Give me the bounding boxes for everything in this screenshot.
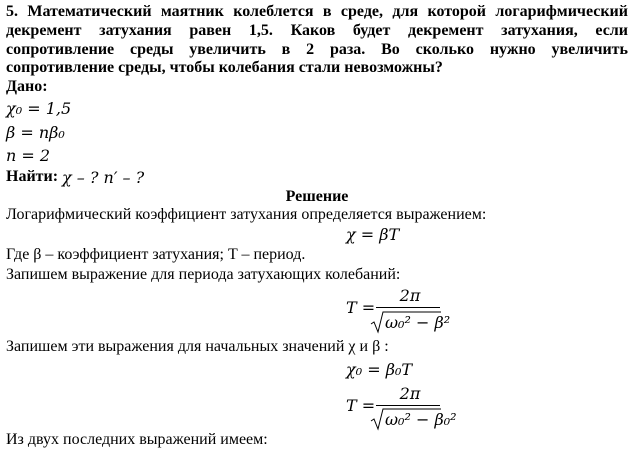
formula-period0-fraction-bar — [376, 405, 440, 406]
solution-paragraph-2: Где β – коэффициент затухания; T – период. — [6, 246, 306, 263]
solution-heading: Решение — [285, 188, 349, 205]
problem-line-2: декремент затухания равен 1,5. Каков будет декремент затухания, если — [6, 22, 628, 39]
solution-paragraph-1: Логарифмический коэффициент затухания определяется выражением: — [6, 206, 487, 223]
formula-period0-numerator: 2π — [399, 384, 421, 403]
problem-line-1: 5. Математический маятник колеблется в среде, для которой логарифмический — [6, 3, 628, 20]
solution-paragraph-4: Запишем эти выражения для начальных значений χ и β : — [6, 338, 389, 355]
solution-paragraph-3: Запишем выражение для периода затухающих колебаний: — [6, 266, 401, 283]
formula-period0-lhs: T = — [346, 396, 376, 415]
given-eq-2: β = nβ₀ — [6, 123, 65, 142]
problem-line-3: сопротивление среды увеличить в 2 раза. Во сколько нужно увеличить — [6, 41, 628, 58]
given-label: Дано: — [6, 78, 48, 95]
formula-period-lhs: T = — [346, 298, 376, 317]
find-label: Найти: — [6, 168, 59, 185]
problem-line-4: сопротивление среды, чтобы колебания стали невозможны? — [6, 59, 443, 76]
formula-chi-beta-t: χ = βT — [346, 225, 400, 244]
formula-period0-denominator: ω₀² − β₀² — [385, 410, 457, 429]
find-expr: χ – ? n′ – ? — [62, 168, 145, 187]
formula-period-numerator: 2π — [399, 286, 421, 305]
formula-period-denominator: ω₀² − β² — [385, 313, 451, 332]
formula-chi0: χ₀ = β₀T — [346, 360, 413, 379]
given-eq-1: χ₀ = 1,5 — [6, 99, 72, 118]
solution-paragraph-5: Из двух последних выражений имеем: — [6, 431, 268, 448]
formula-period-fraction-bar — [376, 307, 440, 308]
given-eq-3: n = 2 — [6, 146, 51, 165]
